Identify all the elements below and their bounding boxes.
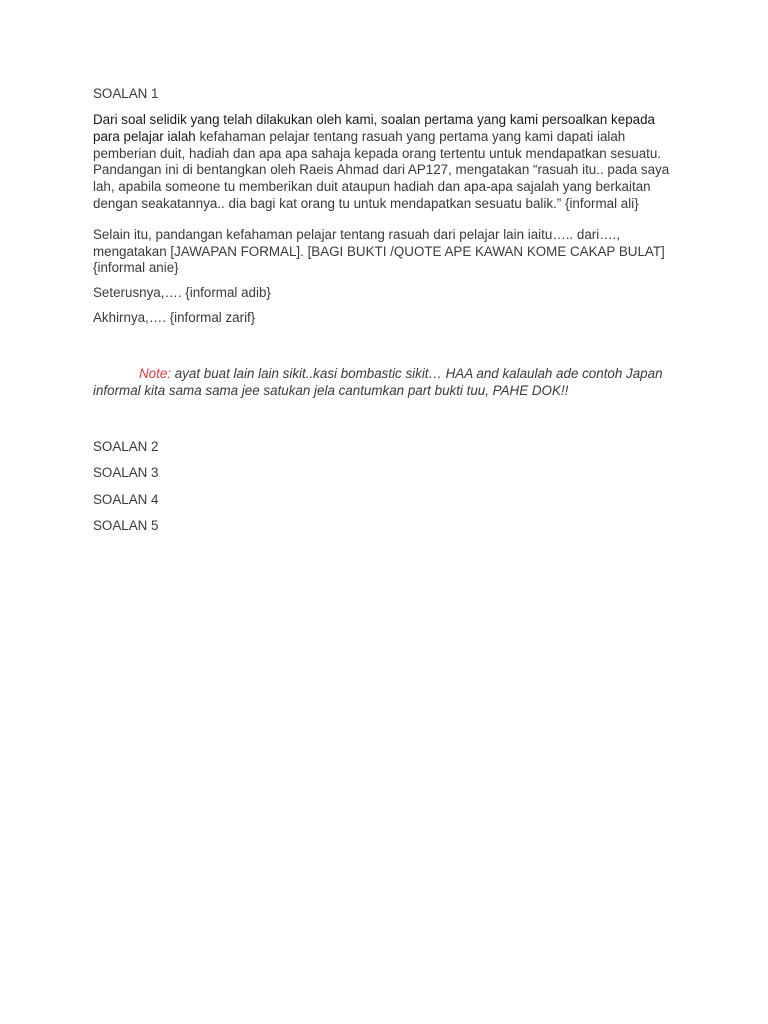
paragraph-3: Seterusnya,…. {informal adib} [93, 285, 271, 301]
soalan-4-heading: SOALAN 4 [93, 491, 159, 507]
paragraph-1-body: kefahaman pelajar tentang rasuah yang pertama yang kami dapati ialah pemberian duit, hadiah dan apa apa sahaja kepada orang tertentu untuk mendapatkan sesuatu. Pandangan ini di bentangkan oleh Raeis Ahmad dari AP127, mengatakan “rasuah itu.. pada saya lah, apabila someone tu memberikan duit ataupun hadiah dan apa-apa sajalah yang berkaitan dengan seakatannya.. dia bagi kat orang tu untuk mendapatkan sesuatu balik.” {informal ali} [93, 128, 670, 211]
soalan-5-heading: SOALAN 5 [93, 518, 159, 534]
soalan-1-heading: SOALAN 1 [93, 86, 159, 101]
paragraph-1-intro: Dari soal selidik yang telah dilakukan oleh kami, soalan pertama yang kami persoalkan kepada para pelajar ialah [93, 112, 655, 144]
soalan-2-heading: SOALAN 2 [93, 438, 159, 454]
soalan-3-heading: SOALAN 3 [93, 465, 159, 481]
paragraph-2: Selain itu, pandangan kefahaman pelajar tentang rasuah dari pelajar lain iaitu….. dari…., mengatakan [JAWAPAN FORMAL]. [BAGI BUKTI /QUOTE APE KAWAN KOME CAKAP BULAT] {informal anie} [93, 226, 665, 276]
paragraph-4: Akhirnya,…. {informal zarif} [93, 309, 256, 325]
note-paragraph [93, 365, 683, 399]
note-label: Note: [139, 365, 172, 381]
soalan-list [93, 439, 683, 535]
note-text: ayat buat lain lain sikit..kasi bombastic sikit… HAA and kalaulah ade contoh Japan informal kita sama sama jee satukan jela cantumkan part bukti tuu, PAHE DOK!! [93, 365, 663, 398]
paragraph-1 [93, 112, 683, 213]
document-page [93, 86, 683, 545]
